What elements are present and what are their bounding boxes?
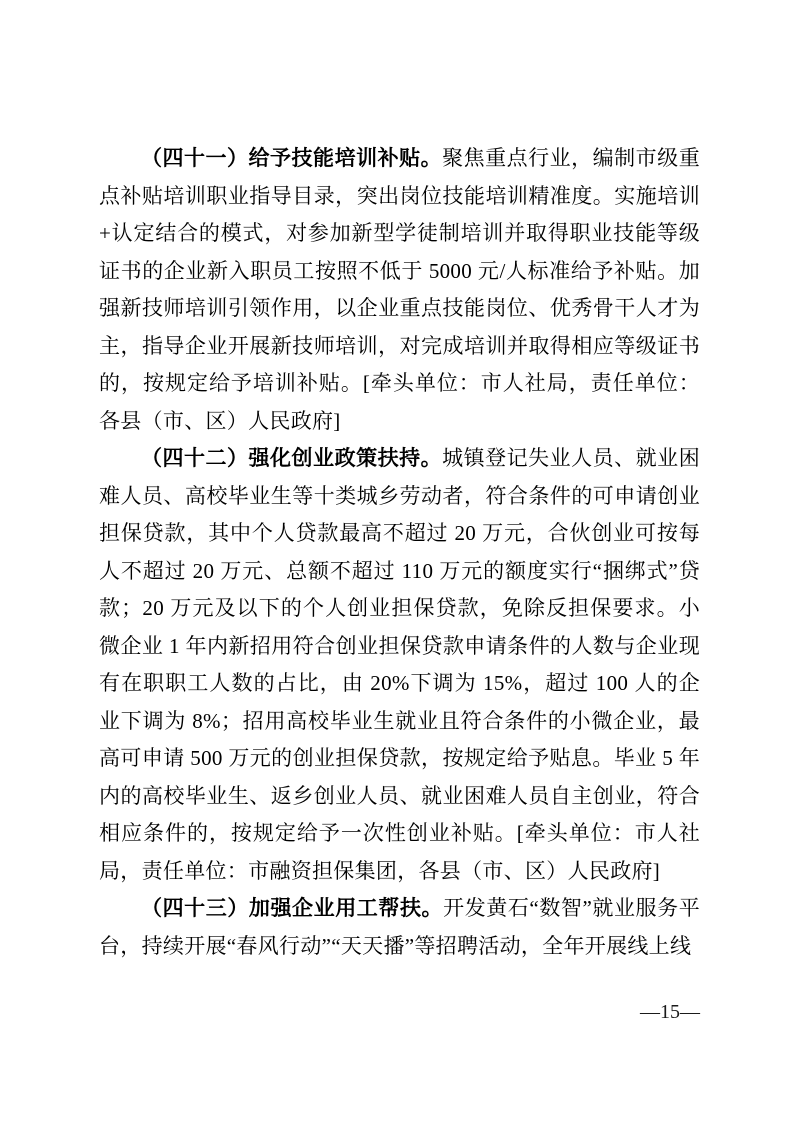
clause-42-heading: （四十二）强化创业政策扶持。 xyxy=(141,446,443,470)
document-body xyxy=(99,140,700,965)
page-number: —15— xyxy=(640,1001,700,1023)
clause-43-heading: （四十三）加强企业用工帮扶。 xyxy=(141,896,444,920)
clause-41-text: 聚焦重点行业，编制市级重点补贴培训职业指导目录，突出岗位技能培训精准度。实施培训+认定结合的模式，对参加新型学徒制培训并取得职业技能等级证书的企业新入职员工按照不低于 5000 元/人标准给予补贴。加强新技师培训引领作用，以企业重点技能岗位、优秀骨干人才为主，指导企业开展新技师培训，对完成培训并取得相应等级证书的，按规定给予培训补贴。[牵头单位：市人社局，责任单位：各县（市、区）人民政府] xyxy=(99,146,700,433)
clause-43-paragraph xyxy=(99,890,700,965)
clause-42-paragraph xyxy=(99,440,700,890)
clause-41-heading: （四十一）给予技能培训补贴。 xyxy=(141,146,443,170)
clause-41-paragraph xyxy=(99,140,700,440)
clause-42-text: 城镇登记失业人员、就业困难人员、高校毕业生等十类城乡劳动者，符合条件的可申请创业担保贷款，其中个人贷款最高不超过 20 万元，合伙创业可按每人不超过 20 万元、总额不超过 110 万元的额度实行“捆绑式”贷款；20 万元及以下的个人创业担保贷款，免除反担保要求。小微企业 1 年内新招用符合创业担保贷款申请条件的人数与企业现有在职职工人数的占比，由 20%下调为 15%，超过 100 人的企业下调为 8%；招用高校毕业生就业且符合条件的小微企业，最高可申请 500 万元的创业担保贷款，按规定给予贴息。毕业 5 年内的高校毕业生、返乡创业人员、就业困难人员自主创业，符合相应条件的，按规定给予一次性创业补贴。[牵头单位：市人社局，责任单位：市融资担保集团，各县（市、区）人民政府] xyxy=(99,446,700,883)
clause-43-text: 开发黄石“数智”就业服务平台，持续开展“春风行动”“天天播”等招聘活动，全年开展线上线 xyxy=(99,896,700,958)
